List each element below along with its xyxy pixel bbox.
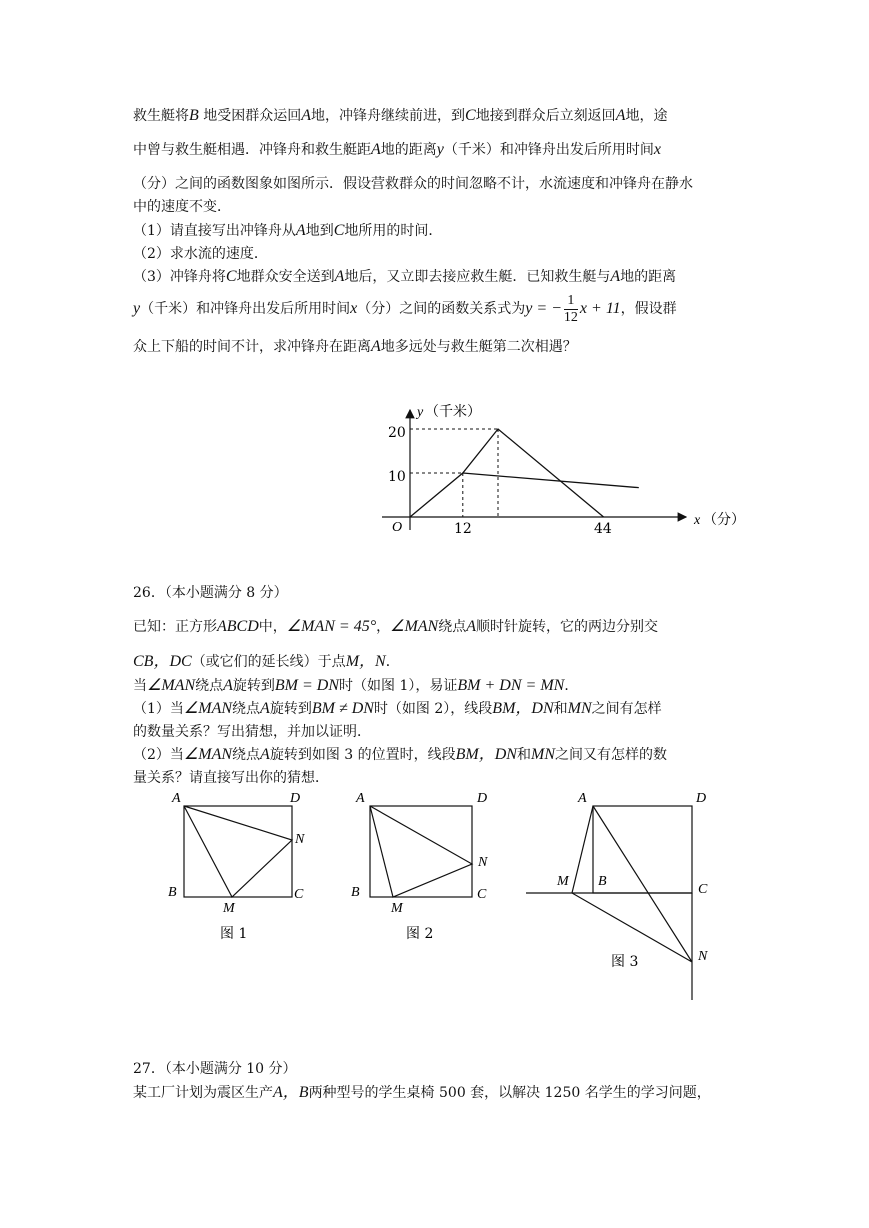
q27-title: 27．（本小题满分 10 分） bbox=[133, 1061, 297, 1077]
fig1-A: A bbox=[172, 791, 181, 806]
fig1-N: N bbox=[295, 832, 305, 847]
q25-part-3: （3）冲锋舟将C地群众安全送到A地后，又立即去接应救生艇．已知救生艇与A地的距离 bbox=[133, 268, 677, 285]
fig3-caption: 图 3 bbox=[611, 954, 639, 970]
guide-lines bbox=[410, 429, 498, 517]
q25-line-1: 救生艇将B 地受困群众运回A地，冲锋舟继续前进，到C地接到群众后立刻返回A地，途 bbox=[133, 107, 668, 124]
q26-line-1: 已知：正方形ABCD中，∠MAN = 45°，∠MAN绕点A顺时针旋转，它的两边分别交 bbox=[133, 618, 658, 635]
function-graph bbox=[370, 390, 750, 540]
series-line-1 bbox=[410, 429, 604, 517]
fig3-A: A bbox=[578, 791, 587, 806]
y-axis-unit: （千米） bbox=[425, 404, 481, 420]
q26-part-2: （2）当∠MAN绕点A旋转到如图 3 的位置时，线段BM，DN和MN之间又有怎样的数 bbox=[133, 746, 667, 763]
fig3-M: M bbox=[557, 874, 569, 889]
q25-part-3-formula: y（千米）和冲锋舟出发后所用时间x（分）之间的函数关系式为y = − $\frac{1}{12}$ x + 11，假设群 bbox=[133, 292, 677, 325]
fig1-caption: 图 1 bbox=[220, 926, 248, 942]
fig1-C: C bbox=[294, 887, 304, 902]
fig3-B: B bbox=[598, 874, 607, 889]
fig1-D: D bbox=[290, 791, 301, 806]
figure-3 bbox=[526, 806, 692, 1000]
x-tick-44: 44 bbox=[594, 521, 612, 537]
fig2-D: D bbox=[477, 791, 488, 806]
fig2-A: A bbox=[356, 791, 365, 806]
fig3-C: C bbox=[698, 882, 708, 897]
x-axis-unit: （分） bbox=[703, 512, 745, 528]
q26-part-1-cont: 的数量关系？写出猜想，并加以证明． bbox=[133, 724, 371, 740]
q26-line-3: 当∠MAN绕点A旋转到BM = DN时（如图 1），易证BM + DN = MN． bbox=[133, 677, 579, 694]
q25-part-3-end: 众上下船的时间不计，求冲锋舟在距离A地多远处与救生艇第二次相遇？ bbox=[133, 338, 577, 355]
q26-part-1: （1）当∠MAN绕点A旋转到BM ≠ DN时（如图 2），线段BM，DN和MN之间有怎样 bbox=[133, 700, 662, 717]
fig2-M: M bbox=[391, 901, 403, 916]
fig1-M: M bbox=[223, 901, 235, 916]
series-lines bbox=[410, 429, 639, 517]
q25-line-4: 中的速度不变． bbox=[133, 199, 231, 215]
figure-1 bbox=[184, 806, 292, 897]
q26-part-2-cont: 量关系？请直接写出你的猜想． bbox=[133, 770, 329, 786]
x-tick-12: 12 bbox=[454, 521, 472, 537]
series-line-2 bbox=[463, 473, 639, 488]
x-axis-var: x bbox=[694, 513, 701, 528]
fig1-B: B bbox=[168, 885, 177, 900]
y-axis-var: y bbox=[417, 405, 424, 420]
q26-line-2: CB，DC（或它们的延长线）于点M，N． bbox=[133, 653, 400, 670]
fig2-C: C bbox=[477, 887, 487, 902]
fig2-N: N bbox=[478, 855, 488, 870]
q25-line-2: 中曾与救生艇相遇．冲锋舟和救生艇距A地的距离y（千米）和冲锋舟出发后所用时间x bbox=[133, 141, 661, 158]
q25-part-1: （1）请直接写出冲锋舟从A地到C地所用的时间． bbox=[133, 222, 443, 239]
q26-title: 26．（本小题满分 8 分） bbox=[133, 585, 288, 601]
fig3-D: D bbox=[696, 791, 707, 806]
figure-2 bbox=[370, 806, 472, 897]
fig3-N: N bbox=[698, 949, 708, 964]
y-tick-10: 10 bbox=[388, 469, 406, 485]
fig2-caption: 图 2 bbox=[406, 926, 434, 942]
y-tick-20: 20 bbox=[388, 425, 406, 441]
origin-label: O bbox=[392, 520, 403, 535]
q25-part-2: （2）求水流的速度． bbox=[133, 246, 268, 262]
fig2-B: B bbox=[351, 885, 360, 900]
geometry-figures bbox=[150, 785, 730, 1005]
q25-line-3: （分）之间的函数图象如图所示．假设营救群众的时间忽略不计，水流速度和冲锋舟在静水 bbox=[133, 176, 693, 192]
fraction: $\frac{1}{12}$ bbox=[563, 292, 578, 325]
q27-line-1: 某工厂计划为震区生产A，B两种型号的学生桌椅 500 套，以解决 1250 名学生的学习问题， bbox=[133, 1084, 711, 1101]
